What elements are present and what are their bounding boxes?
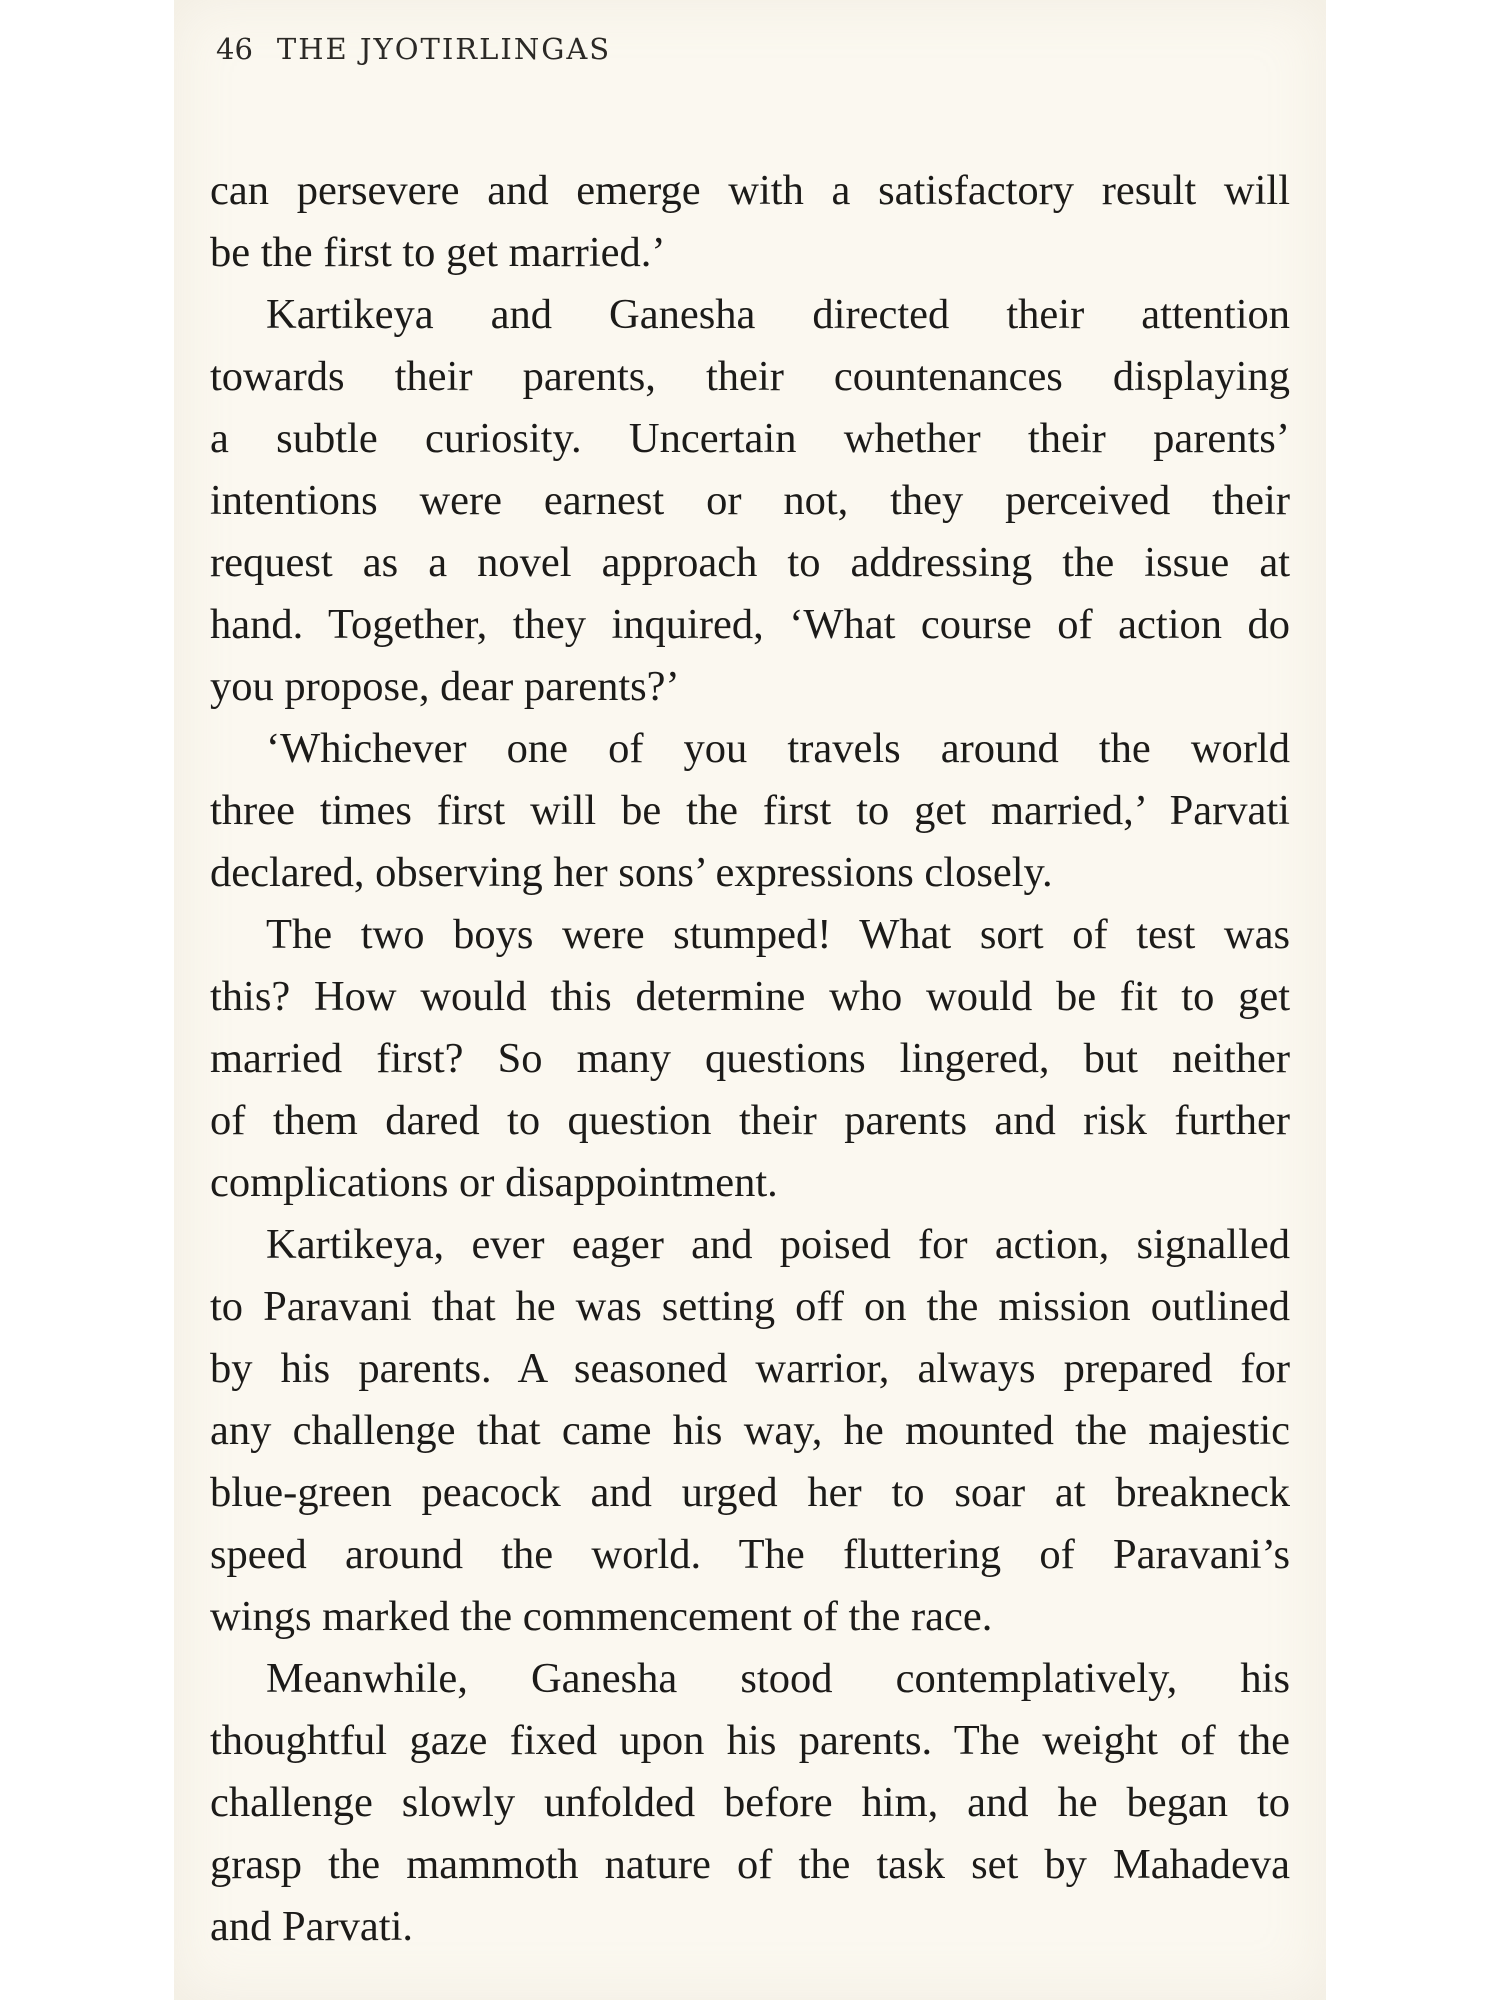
text-line: towards their parents, their countenances displaying [210,353,1290,400]
running-header [216,32,611,66]
text-line: ‘Whichever one of you travels around the world [266,725,1290,772]
body-text [210,160,1290,1958]
text-line: can persevere and emerge with a satisfactory result will [210,167,1290,214]
text-line: to Paravani that he was setting off on the mission outlined [210,1283,1290,1330]
text-line: by his parents. A seasoned warrior, always prepared for [210,1345,1290,1392]
text-line: wings marked the commencement of the race. [210,1593,993,1640]
text-line: this? How would this determine who would be fit to get [210,973,1290,1020]
text-line: complications or disappointment. [210,1159,778,1206]
text-line: speed around the world. The fluttering of Paravani’s [210,1531,1290,1578]
text-line: Kartikeya and Ganesha directed their attention [266,291,1290,338]
text-line: intentions were earnest or not, they perceived their [210,477,1290,524]
text-line: hand. Together, they inquired, ‘What course of action do [210,601,1290,648]
text-line: a subtle curiosity. Uncertain whether their parents’ [210,415,1290,462]
text-line: you propose, dear parents?’ [210,663,680,710]
book-page [174,0,1326,2000]
text-line: request as a novel approach to addressing the issue at [210,539,1290,586]
text-line: married first? So many questions lingered, but neither [210,1035,1290,1082]
text-line: of them dared to question their parents and risk further [210,1097,1290,1144]
text-line: declared, observing her sons’ expressions closely. [210,849,1053,896]
text-line: three times first will be the first to get married,’ Parvati [210,787,1290,834]
text-line: and Parvati. [210,1903,413,1950]
text-line: thoughtful gaze fixed upon his parents. The weight of the [210,1717,1290,1764]
text-line: blue-green peacock and urged her to soar at breakneck [210,1469,1290,1516]
text-line: grasp the mammoth nature of the task set by Mahadeva [210,1841,1290,1888]
text-line: Meanwhile, Ganesha stood contemplatively, his [266,1655,1290,1702]
text-line: be the first to get married.’ [210,229,666,276]
page-number: 46 [216,32,253,66]
text-line: any challenge that came his way, he mounted the majestic [210,1407,1290,1454]
text-line: challenge slowly unfolded before him, and he began to [210,1779,1290,1826]
text-line: Kartikeya, ever eager and poised for action, signalled [266,1221,1290,1268]
text-line: The two boys were stumped! What sort of test was [266,911,1290,958]
running-title: THE JYOTIRLINGAS [276,32,612,66]
